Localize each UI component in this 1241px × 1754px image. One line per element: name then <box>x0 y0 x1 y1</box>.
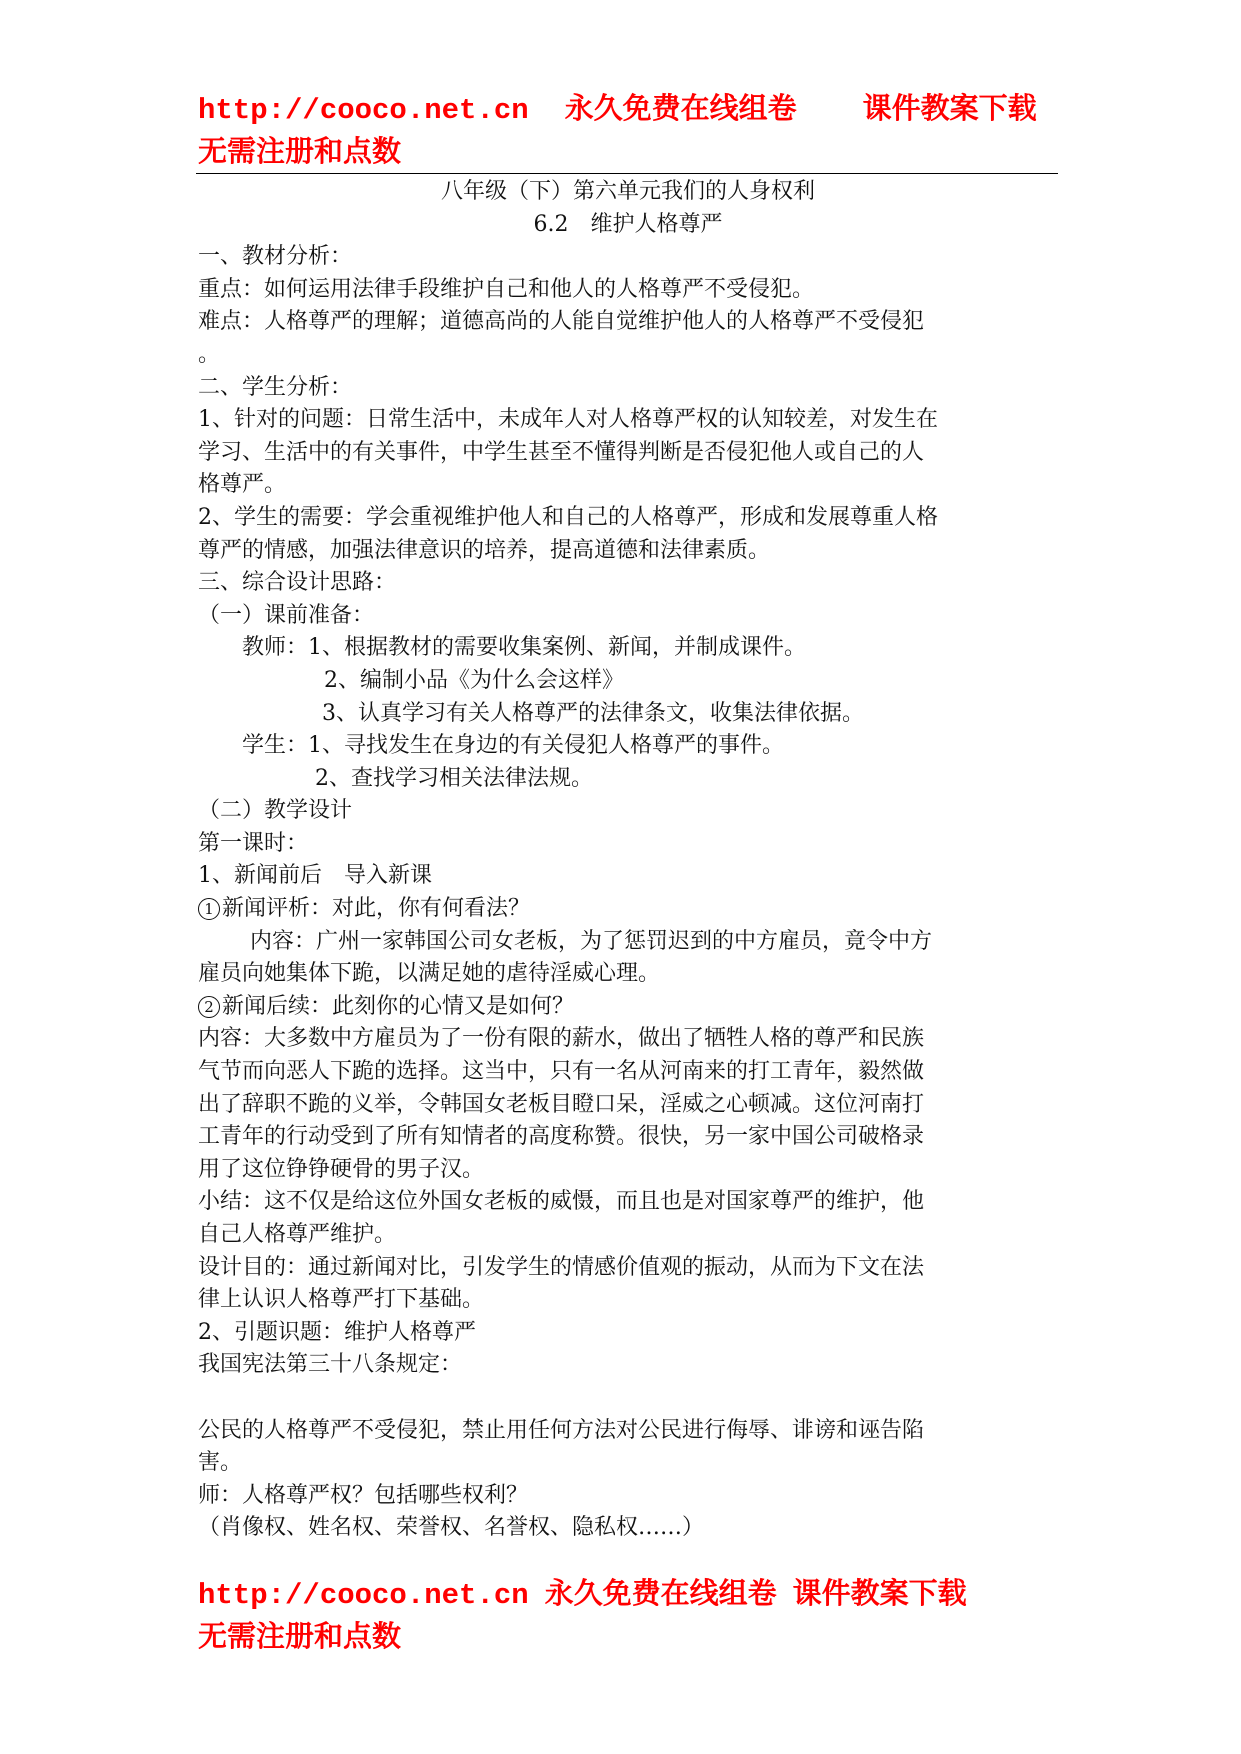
news-1-content-line-2: 雇员向她集体下跪，以满足她的虐待淫威心理。 <box>198 961 661 987</box>
step-1-heading: 1、新闻前后 导入新课 <box>198 863 432 889</box>
difficulty-end: 。 <box>198 341 221 367</box>
news-2-title <box>198 991 1058 1024</box>
header-line-1 <box>198 88 1058 131</box>
doc-subtitle: 6.2 维护人格尊严 <box>533 211 723 237</box>
student-analysis-1-line-3: 格尊严。 <box>198 472 287 498</box>
difficulty-line: 难点：人格尊严的理解；道德高尚的人能自觉维护他人的人格尊严不受侵犯 <box>198 309 925 335</box>
section-heading-3: 三、综合设计思路： <box>198 570 397 596</box>
news-1-content-line-1: 内容：广州一家韩国公司女老板，为了惩罚迟到的中方雇员，竟令中方 <box>250 928 933 954</box>
teacher-question: 师：人格尊严权？包括哪些权利？ <box>198 1482 529 1508</box>
design-heading: （二）教学设计 <box>198 798 353 824</box>
doc-title: 八年级（下）第六单元我们的人身权利 <box>440 179 815 204</box>
news-2-content-line-4: 工青年的行动受到了所有知情者的高度称赞。很快，另一家中国公司破格录 <box>198 1124 925 1150</box>
news-2-content-line-3: 出了辞职不跪的义举，令韩国女老板目瞪口呆，淫威之心顿减。这位河南打 <box>198 1091 925 1117</box>
key-point-line: 重点：如何运用法律手段维护自己和他人的人格尊严不受侵犯。 <box>198 276 815 302</box>
constitution-text-line-1: 公民的人格尊严不受侵犯，禁止用任何方法对公民进行侮辱、诽谤和诬告陷 <box>198 1417 925 1443</box>
header-url-link[interactable]: http://cooco.net.cn <box>198 94 529 127</box>
student-task-1: 学生：1、寻找发生在身边的有关侵犯人格尊严的事件。 <box>242 733 784 759</box>
summary-line-1: 小结：这不仅是给这位外国女老板的威慑，而且也是对国家尊严的维护，他 <box>198 1189 925 1215</box>
document-body <box>198 176 1058 1545</box>
constitution-intro: 我国宪法第三十八条规定： <box>198 1352 463 1378</box>
news-2-content-line-5: 用了这位铮铮硬骨的男子汉。 <box>198 1156 485 1182</box>
news-2-title-text: 新闻后续：此刻你的心情又是如何？ <box>222 993 575 1019</box>
teacher-task-2: 2、编制小品《为什么会这样》 <box>324 667 624 693</box>
section-heading-2: 二、学生分析： <box>198 374 353 400</box>
header-slogan-2: 课件教案下载 <box>862 91 1037 125</box>
summary-line-2: 自己人格尊严维护。 <box>198 1222 397 1247</box>
news-2-content-line-2: 气节而向恶人下跪的选择。这当中，只有一名从河南来的打工青年，毅然做 <box>198 1059 925 1085</box>
footer-url-link[interactable]: http://cooco.net.cn <box>198 1579 529 1612</box>
header-slogan-3: 无需注册和点数 <box>198 134 402 168</box>
header-slogan-1: 永久免费在线组卷 <box>564 91 797 125</box>
rights-list: （肖像权、姓名权、荣誉权、名誉权、隐私权……） <box>198 1515 705 1541</box>
section-heading-1: 一、教材分析： <box>198 244 353 270</box>
circled-number-1: 1 <box>198 898 220 920</box>
purpose-line-2: 律上认识人格尊严打下基础。 <box>198 1287 485 1313</box>
news-1-title-text: 新闻评析：对此，你有何看法？ <box>222 896 531 922</box>
student-analysis-2-line-1: 2、学生的需要：学会重视维护他人和自己的人格尊严，形成和发展尊重人格 <box>198 504 938 530</box>
blank-line <box>198 1382 1058 1415</box>
footer-slogan-1: 永久免费在线组卷 <box>544 1576 777 1610</box>
purpose-line-1: 设计目的：通过新闻对比，引发学生的情感价值观的振动，从而为下文在法 <box>198 1254 925 1280</box>
footer-banner <box>198 1573 1058 1656</box>
student-analysis-1-line-2: 学习、生活中的有关事件，中学生甚至不懂得判断是否侵犯他人或自己的人 <box>198 439 925 465</box>
footer-slogan-2: 课件教案下载 <box>792 1576 967 1610</box>
lesson-1-heading: 第一课时： <box>198 830 309 856</box>
step-2-heading: 2、引题识题：维护人格尊严 <box>198 1319 476 1345</box>
header-banner <box>198 88 1058 171</box>
circled-number-2: 2 <box>198 996 220 1018</box>
footer-slogan-3: 无需注册和点数 <box>198 1619 402 1653</box>
prep-heading: （一）课前准备： <box>198 602 375 628</box>
student-task-2: 2、查找学习相关法律法规。 <box>315 765 593 791</box>
teacher-task-3: 3、认真学习有关人格尊严的法律条文，收集法律依据。 <box>322 700 864 726</box>
news-2-content-line-1: 内容：大多数中方雇员为了一份有限的薪水，做出了牺牲人格的尊严和民族 <box>198 1026 925 1052</box>
student-analysis-2-line-2: 尊严的情感，加强法律意识的培养，提高道德和法律素质。 <box>198 537 771 563</box>
footer-line-1 <box>198 1573 1058 1616</box>
constitution-text-line-2: 害。 <box>198 1450 243 1476</box>
student-analysis-1-line-1: 1、针对的问题：日常生活中，未成年人对人格尊严权的认知较差，对发生在 <box>198 407 938 433</box>
teacher-task-1: 教师：1、根据教材的需要收集案例、新闻，并制成课件。 <box>242 635 806 661</box>
news-1-title <box>198 893 1058 926</box>
header-divider <box>196 173 1058 174</box>
